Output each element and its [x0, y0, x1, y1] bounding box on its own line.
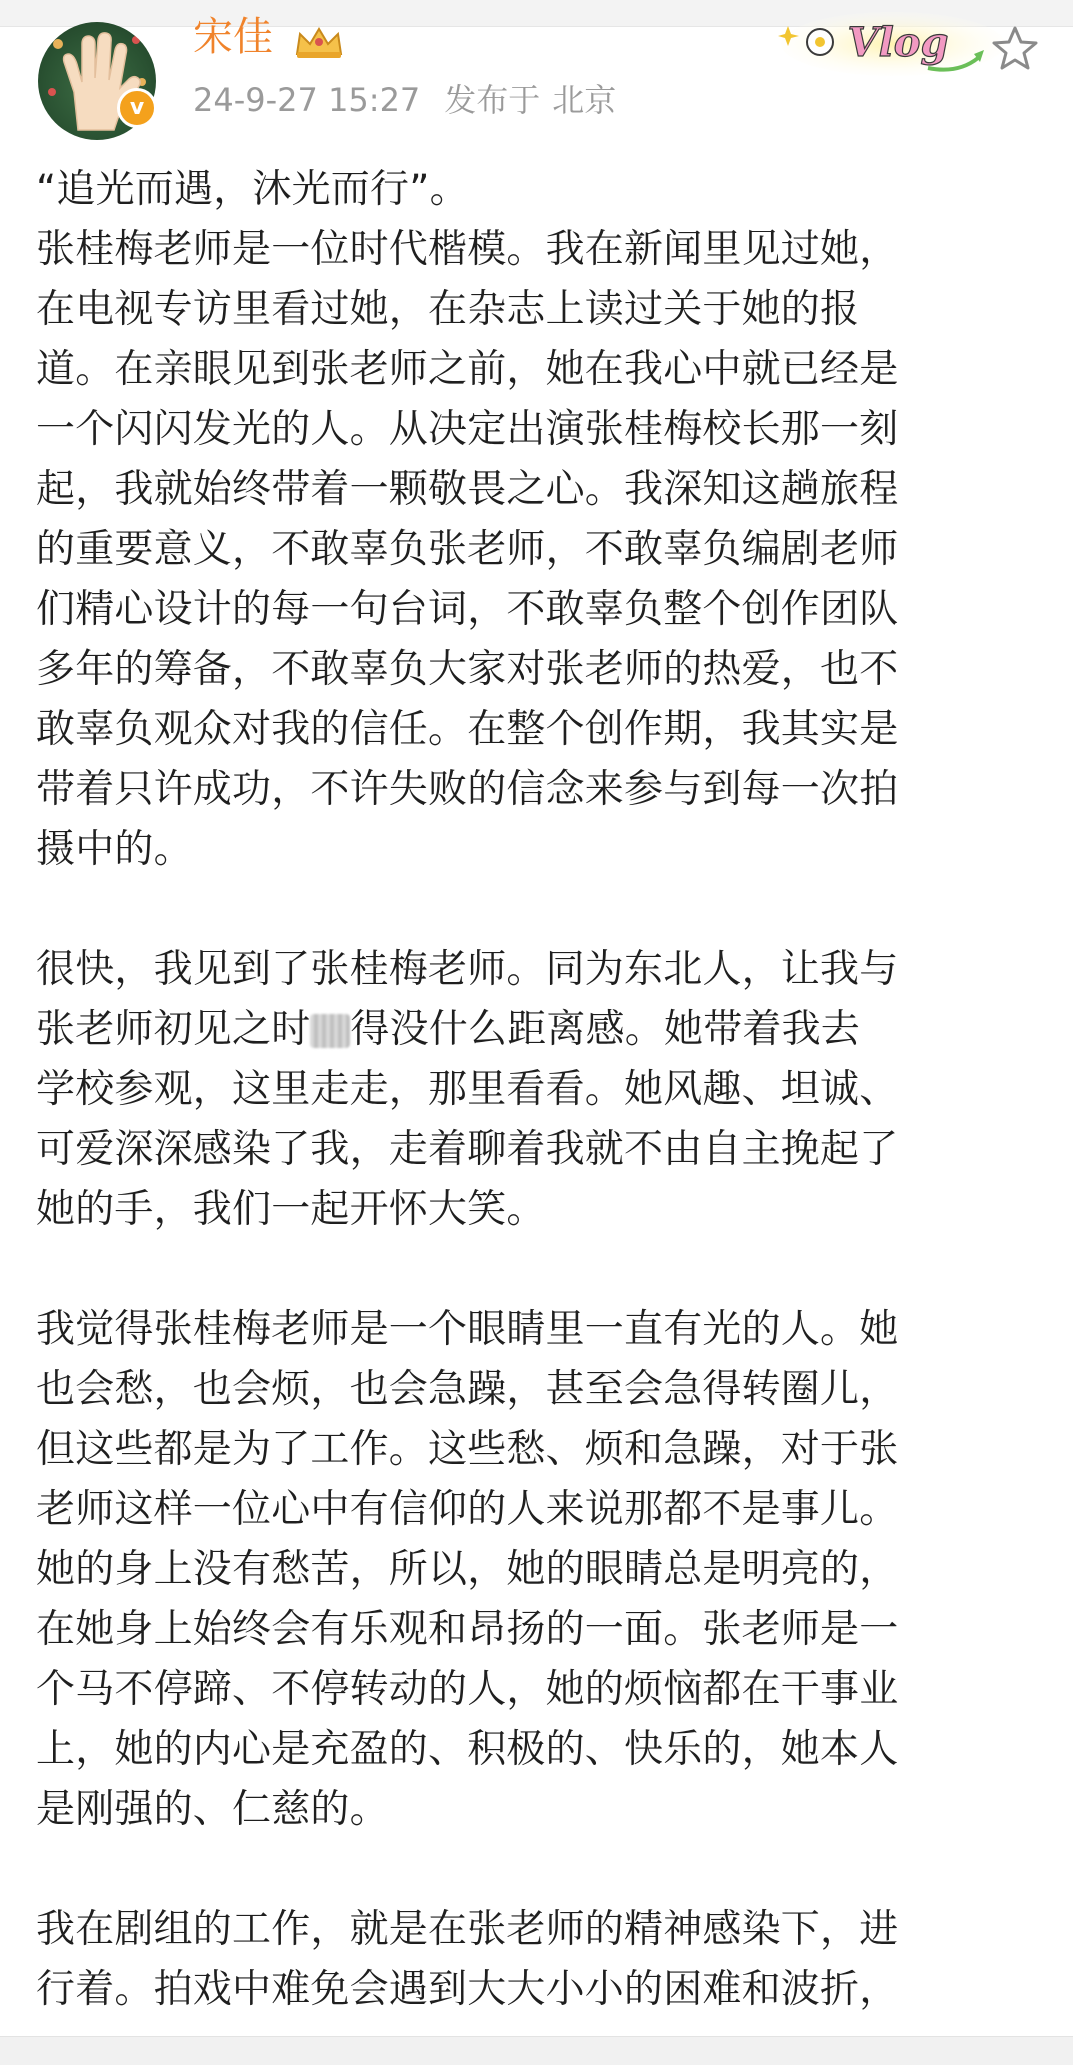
body-line: 行着。拍戏中难免会遇到大大小小的困难和波折， [36, 1967, 899, 2012]
star-outline-icon[interactable] [990, 24, 1040, 74]
body-line: 她的手，我们一起开怀大笑。 [36, 1187, 546, 1232]
body-line: 也会愁，也会烦，也会急躁，甚至会急得转圈儿， [36, 1367, 899, 1412]
body-line: 是刚强的、仁慈的。 [36, 1787, 389, 1832]
body-line: 上，她的内心是充盈的、积极的、快乐的，她本人 [36, 1727, 899, 1772]
body-line: 在电视专访里看过她，在杂志上读过关于她的报 [36, 287, 860, 332]
paragraph-gap [36, 1840, 1036, 1900]
post-location: 北京 [552, 81, 617, 119]
post-body [36, 160, 1036, 2020]
body-line-segment: 张老师初见之时 [36, 1007, 311, 1052]
post-time: 24-9-27 15:27 [193, 81, 421, 119]
post-source-prefix: 发布于 [444, 81, 541, 119]
body-line: 们精心设计的每一句台词，不敢辜负整个创作团队 [36, 587, 899, 632]
body-line: 老师这样一位心中有信仰的人来说那都不是事儿。 [36, 1487, 899, 1532]
body-line: 张桂梅老师是一位时代楷模。我在新闻里见过她， [36, 227, 899, 272]
vlog-sticker-icon [778, 10, 1008, 76]
paragraph-gap [36, 1240, 1036, 1300]
vlog-sticker-text: Vlog [847, 19, 949, 66]
body-line [36, 1000, 1036, 1060]
crown-badge-icon[interactable] [292, 24, 346, 60]
body-line: 起，我就始终带着一颗敬畏之心。我深知这趟旅程 [36, 467, 899, 512]
post-header [0, 0, 1073, 140]
verified-v-icon: v [117, 88, 157, 128]
body-line: 的重要意义，不敢辜负张老师，不敢辜负编剧老师 [36, 527, 899, 572]
body-line: 但这些都是为了工作。这些愁、烦和急躁，对于张 [36, 1427, 899, 1472]
body-line: 在她身上始终会有乐观和昂扬的一面。张老师是一 [36, 1607, 899, 1652]
body-line: 多年的筹备，不敢辜负大家对张老师的热爱，也不 [36, 647, 899, 692]
body-line: 我在剧组的工作，就是在张老师的精神感染下，进 [36, 1907, 899, 1952]
blurred-text-patch [310, 1014, 350, 1048]
post-meta [193, 80, 616, 120]
body-line: 很快，我见到了张桂梅老师。同为东北人，让我与 [36, 947, 899, 992]
bottom-toolbar-strip [0, 2036, 1073, 2065]
body-line: 带着只许成功，不许失败的信念来参与到每一次拍 [36, 767, 899, 812]
body-line: 摄中的。 [36, 827, 193, 872]
body-line: 敢辜负观众对我的信任。在整个创作期，我其实是 [36, 707, 899, 752]
body-line: 学校参观，这里走走，那里看看。她风趣、坦诚、 [36, 1067, 899, 1112]
body-line: “追光而遇，沐光而行”。 [36, 167, 469, 212]
body-line: 她的身上没有愁苦，所以，她的眼睛总是明亮的， [36, 1547, 899, 1592]
paragraph-gap [36, 880, 1036, 940]
body-line: 道。在亲眼见到张老师之前，她在我心中就已经是 [36, 347, 899, 392]
body-line: 一个闪闪发光的人。从决定出演张桂梅校长那一刻 [36, 407, 899, 452]
author-name[interactable]: 宋佳 [193, 14, 273, 60]
body-line: 个马不停蹄、不停转动的人，她的烦恼都在干事业 [36, 1667, 899, 1712]
body-line: 我觉得张桂梅老师是一个眼睛里一直有光的人。她 [36, 1307, 899, 1352]
body-line-segment: 得没什么距离感。她带着我去 [350, 1007, 861, 1052]
body-line: 可爱深深感染了我，走着聊着我就不由自主挽起了 [36, 1127, 899, 1172]
